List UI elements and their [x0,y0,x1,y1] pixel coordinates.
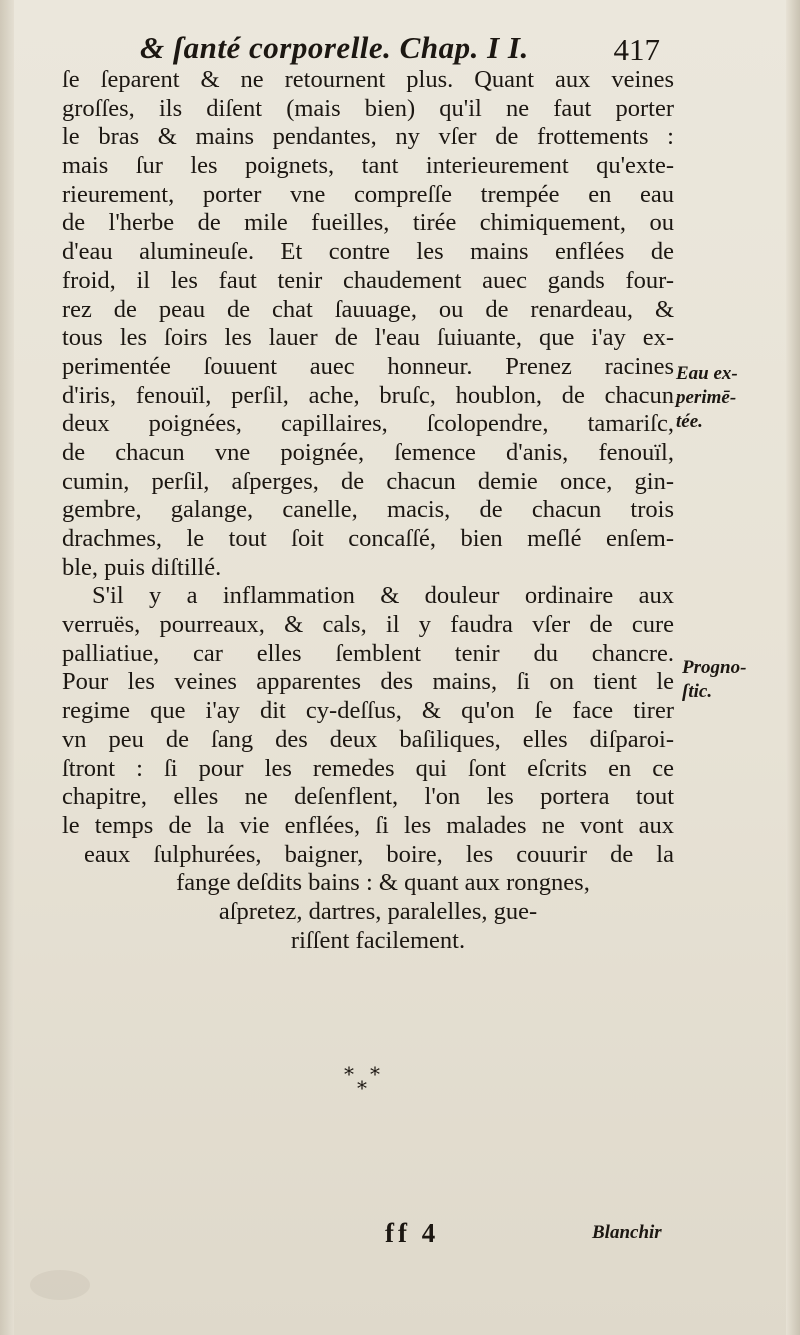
text-line: verruës, pourreaux, & cals, il y faudra vſer de cure [62,611,674,639]
text-line: de chacun vne poignée, ſemence d'anis, fenouïl, [62,438,674,466]
text-line: drachmes, le tout ſoit concaſſé, bien meſlé enſem- [62,525,674,552]
page-number: 417 [613,32,660,67]
text-line: de l'herbe de mile fueilles, tirée chimiquement, ou [62,209,674,237]
margin-note-line: perimē- [676,387,737,408]
text-line: Pour les veines apparentes des mains, ſi on tient le [62,668,674,696]
margin-note-experimentee [676,362,786,434]
asterisk-mark: * [370,1062,380,1086]
text-line: le bras & mains pendantes, ny vſer de frottements : [62,123,674,151]
margin-note-line: tée. [676,411,703,432]
text-line: d'eau alumineuſe. Et contre les mains enflées de [62,238,674,266]
text-line: ble, puis diſtillé. [62,553,222,581]
margin-note-prognostic [682,656,792,704]
text-line: d'iris, fenouïl, perſil, ache, bruſc, houblon, de chacun [62,381,674,409]
margin-note-line: ſtic. [682,681,713,702]
text-line: froid, il les faut tenir chaudement auec gands four- [62,266,674,294]
signature-mark: ff 4 [385,1218,440,1248]
margin-note-line: Eau ex- [676,363,738,384]
stain [30,1270,90,1300]
text-line: ſe ſeparent & ne retournent plus. Quant aux veines [62,66,674,93]
asterisk-mark: * [344,1062,354,1086]
text-line: rez de peau de chat ſauuage, ou de renardeau, & [62,295,674,323]
text-line: aſpretez, dartres, paralelles, gue- [218,897,538,925]
text-line: ſtront : ſi pour les remedes qui ſont eſcrits en ce [62,754,674,782]
text-line: fange deſdits bains : & quant aux rongnes, [176,869,590,897]
margin-note-line: Progno- [682,657,747,678]
running-head: & ſanté corporelle. Chap. I I. [140,30,529,65]
text-line: cumin, perſil, aſperges, de chacun demie once, gin- [62,467,674,495]
text-line: riſſent facilement. [290,926,466,954]
text-line: eaux ſulphurées, baigner, boire, les couurir de la [84,840,674,868]
text-line: gembre, galange, canelle, macis, de chacun trois [62,496,674,524]
text-line: perimentée ſouuent auec honneur. Prenez racines [62,352,674,380]
text-line: chapitre, elles ne deſenflent, l'on les portera tout [62,783,674,811]
body-text [62,66,674,955]
text-line: groſſes, ils diſent (mais bien) qu'il ne faut porter [62,94,674,122]
text-line: deux poignées, capillaires, ſcolopendre, tamariſc, [62,410,674,438]
text-line: rieurement, porter vne compreſſe trempée en eau [62,180,674,208]
text-line: regime que i'ay dit cy-deſſus, & qu'on ſe face tirer [62,697,674,725]
asterism-ornament [336,1062,396,1102]
text-line: mais ſur les poignets, tant interieurement qu'exte- [62,152,674,180]
catchword: Blanchir [592,1222,662,1243]
text-line: vn peu de ſang des deux baſiliques, elles diſparoi- [62,725,674,753]
text-line: tous les ſoirs les lauer de l'eau ſuiuante, que i'ay ex- [62,324,674,352]
page-left-shadow [0,0,14,1335]
text-line: palliatiue, car elles ſemblent tenir du chancre. [62,639,674,667]
asterisk-mark: * [357,1076,367,1100]
text-line: le temps de la vie enflées, ſi les malades ne vont aux [62,811,674,839]
paragraph-first-line: S'il y a inflammation & douleur ordinaire aux [92,582,674,610]
